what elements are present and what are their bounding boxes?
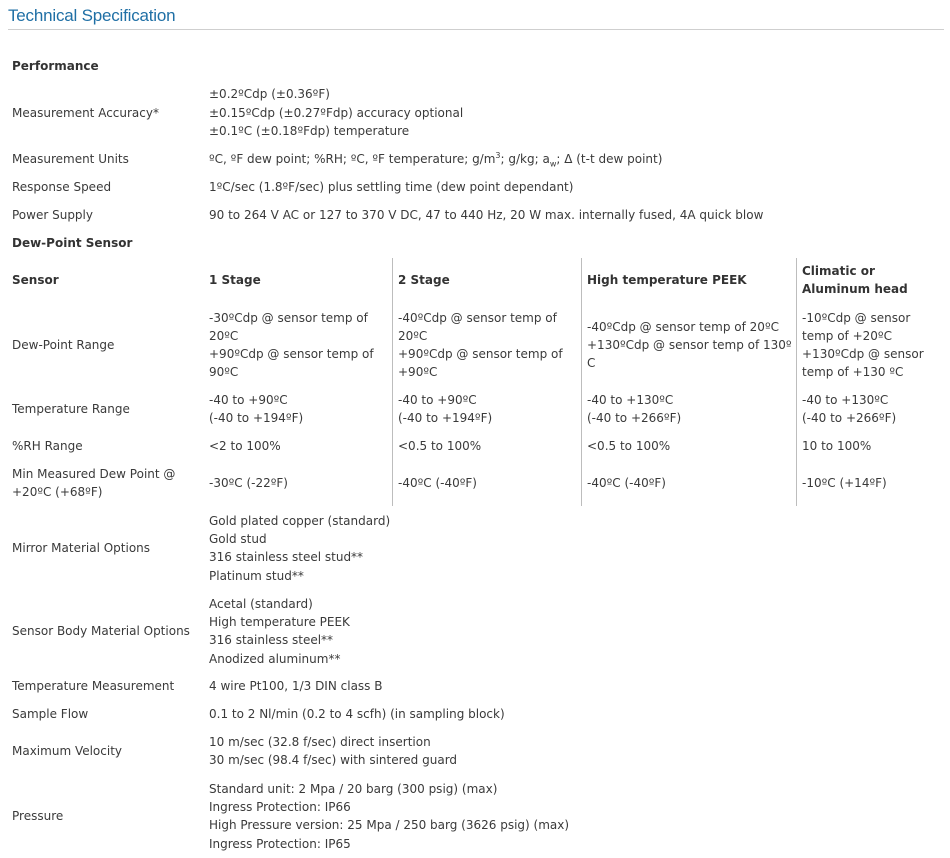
min-dp-peek: -40ºC (-40ºF): [587, 476, 666, 490]
temp-range-1stage-line: (-40 to +194ºF): [209, 411, 304, 425]
rh-range-peek: <0.5 to 100%: [587, 439, 671, 453]
temp-range-peek-line: -40 to +130ºC: [587, 393, 674, 407]
column-divider: [796, 258, 797, 506]
mirror-option: Gold plated copper (standard): [209, 514, 391, 528]
min-dp-2stage: -40ºC (-40ºF): [398, 476, 477, 490]
rh-range-1stage: <2 to 100%: [209, 439, 281, 453]
row-label-min-dewpoint-line-2: +20ºC (+68ºF): [12, 485, 103, 499]
temp-range-climatic-line: (-40 to +266ºF): [802, 411, 897, 425]
col-header-climatic-line-2: Aluminum head: [802, 282, 908, 296]
dp-range-2stage-line: +90ºCdp @ sensor temp of: [398, 347, 563, 361]
min-dp-1stage: -30ºC (-22ºF): [209, 476, 288, 490]
dp-range-peek-line: C: [587, 356, 596, 370]
row-label-response: Response Speed: [12, 180, 112, 194]
mirror-option: Gold stud: [209, 532, 267, 546]
pressure-line: Standard unit: 2 Mpa / 20 barg (300 psig) (max): [209, 782, 498, 796]
dp-range-climatic-line: temp of +20ºC: [802, 329, 892, 343]
rh-range-climatic: 10 to 100%: [802, 439, 872, 453]
body-option: Anodized aluminum**: [209, 652, 341, 666]
row-label-sensor: Sensor: [12, 273, 59, 287]
temp-range-peek-line: (-40 to +266ºF): [587, 411, 682, 425]
dp-range-peek-line: +130ºCdp @ sensor temp of 130º: [587, 338, 792, 352]
body-option: 316 stainless steel**: [209, 633, 334, 647]
temp-range-1stage-line: -40 to +90ºC: [209, 393, 288, 407]
temperature-measurement-value: 4 wire Pt100, 1/3 DIN class B: [209, 679, 383, 693]
row-label-mirror-material: Mirror Material Options: [12, 541, 151, 555]
row-label-sample-flow: Sample Flow: [12, 707, 89, 721]
row-label-body-material: Sensor Body Material Options: [12, 624, 190, 638]
accuracy-line-1: ±0.2ºCdp (±0.36ºF): [209, 87, 330, 101]
dp-range-peek-line: -40ºCdp @ sensor temp of 20ºC: [587, 320, 779, 334]
dp-range-climatic-line: -10ºCdp @ sensor: [802, 311, 911, 325]
dp-range-climatic-line: +130ºCdp @ sensor: [802, 347, 924, 361]
body-option: Acetal (standard): [209, 597, 313, 611]
velocity-line: 30 m/sec (98.4 f/sec) with sintered guard: [209, 753, 458, 767]
dp-range-2stage-line: +90ºC: [398, 365, 438, 379]
dp-range-climatic-line: temp of +130 ºC: [802, 365, 904, 379]
temp-range-2stage-line: (-40 to +194ºF): [398, 411, 493, 425]
row-label-units: Measurement Units: [12, 152, 129, 166]
pressure-line: Ingress Protection: IP65: [209, 837, 351, 851]
mirror-option: Platinum stud**: [209, 569, 304, 583]
dp-range-1stage-line: +90ºCdp @ sensor temp of: [209, 347, 374, 361]
min-dp-climatic: -10ºC (+14ºF): [802, 476, 887, 490]
row-label-dewpoint-range: Dew-Point Range: [12, 338, 115, 352]
col-header-peek: High temperature PEEK: [587, 273, 747, 287]
sample-flow-value: 0.1 to 2 Nl/min (0.2 to 4 scfh) (in sampling block): [209, 707, 505, 721]
dp-range-1stage-line: -30ºCdp @ sensor temp of: [209, 311, 368, 325]
accuracy-line-3: ±0.1ºC (±0.18ºFdp) temperature: [209, 124, 410, 138]
rh-range-2stage: <0.5 to 100%: [398, 439, 482, 453]
row-label-max-velocity: Maximum Velocity: [12, 744, 123, 758]
temp-range-2stage-line: -40 to +90ºC: [398, 393, 477, 407]
pressure-line: Ingress Protection: IP66: [209, 800, 351, 814]
section-heading-dewpoint: Dew-Point Sensor: [12, 236, 133, 250]
accuracy-line-2: ±0.15ºCdp (±0.27ºFdp) accuracy optional: [209, 106, 464, 120]
title-divider: [8, 29, 944, 30]
row-label-rh-range: %RH Range: [12, 439, 83, 453]
dp-range-2stage-line: -40ºCdp @ sensor temp of: [398, 311, 557, 325]
row-label-pressure: Pressure: [12, 809, 64, 823]
mirror-option: 316 stainless steel stud**: [209, 550, 364, 564]
row-label-temperature-measurement: Temperature Measurement: [12, 679, 175, 693]
row-label-accuracy: Measurement Accuracy*: [12, 106, 159, 120]
col-header-climatic-line-1: Climatic or: [802, 264, 875, 278]
section-heading-performance: Performance: [12, 59, 99, 73]
power-value: 90 to 264 V AC or 127 to 370 V DC, 47 to 440 Hz, 20 W max. internally fused, 4A quick blow: [209, 208, 764, 222]
row-label-temperature-range: Temperature Range: [12, 402, 130, 416]
temp-range-climatic-line: -40 to +130ºC: [802, 393, 889, 407]
dp-range-1stage-line: 20ºC: [209, 329, 239, 343]
pressure-line: High Pressure version: 25 Mpa / 250 barg (3626 psig) (max): [209, 818, 570, 832]
row-label-power: Power Supply: [12, 208, 93, 222]
row-label-min-dewpoint: Min Measured Dew Point @: [12, 467, 176, 481]
col-header-2-stage: 2 Stage: [398, 273, 450, 287]
response-value: 1ºC/sec (1.8ºF/sec) plus settling time (dew point dependant): [209, 180, 574, 194]
units-value: ºC, ºF dew point; %RH; ºC, ºF temperature; $g/m^3$; g/kg; $a_w$; Δ (t-t dew point): [209, 151, 663, 169]
col-header-1-stage: 1 Stage: [209, 273, 261, 287]
page-title: Technical Specification: [8, 6, 176, 25]
column-divider: [392, 258, 393, 506]
column-divider: [581, 258, 582, 506]
velocity-line: 10 m/sec (32.8 f/sec) direct insertion: [209, 735, 431, 749]
dp-range-1stage-line: 90ºC: [209, 365, 239, 379]
dp-range-2stage-line: 20ºC: [398, 329, 428, 343]
body-option: High temperature PEEK: [209, 615, 350, 629]
